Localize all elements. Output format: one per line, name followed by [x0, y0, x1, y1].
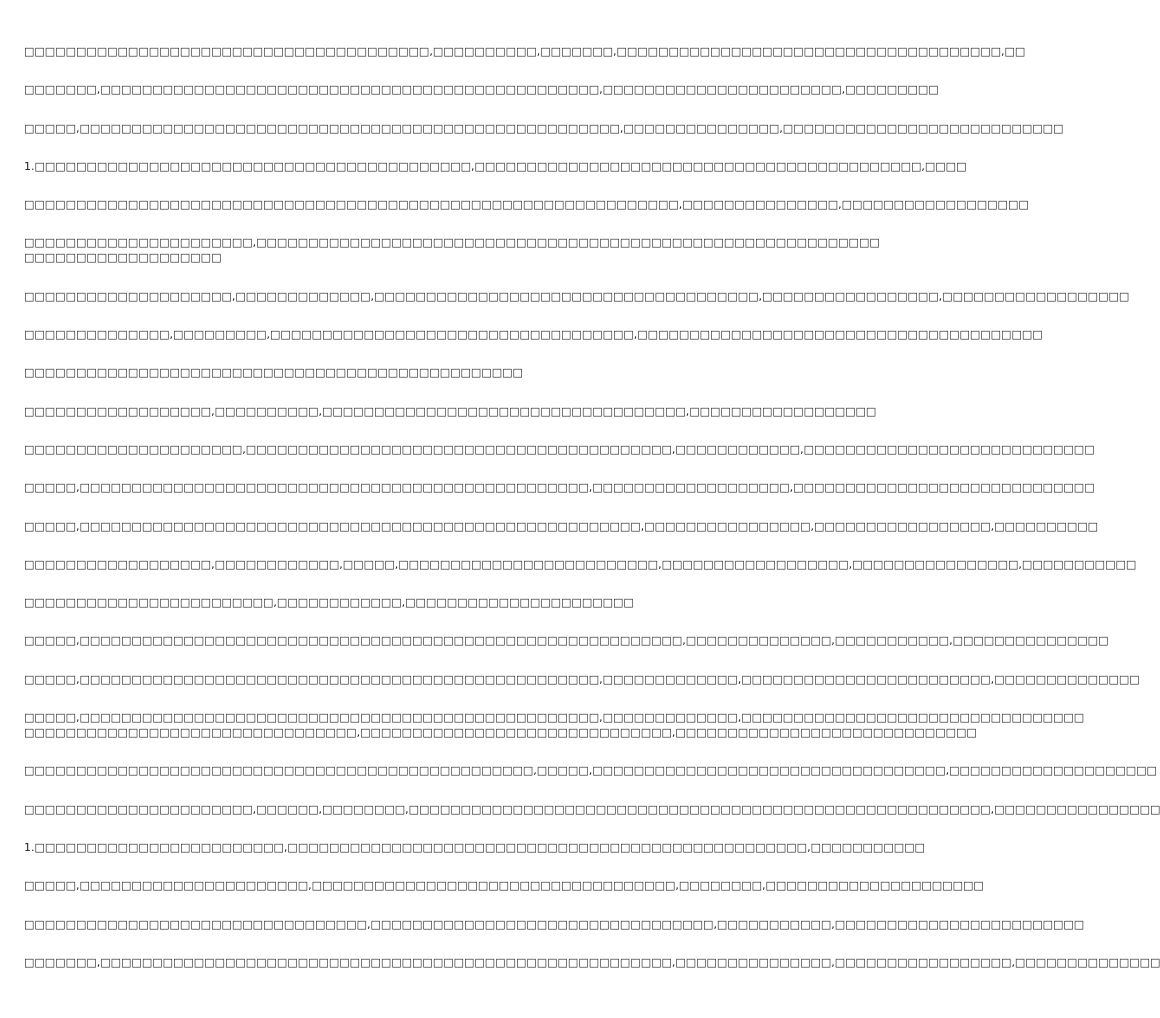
- paragraph: [24, 159, 967, 174]
- paragraph-line: □□□□□□□□□□□□□□□□□□□□□□,□□□□□□,□□□□□□□□,□□□□□□□□□□□□□□□□□□□□□□□□□□□□□□□□□□□□□□□□□□□□□□□□□□□□□□□□,□□□□□□□□□□□□□□□□: [24, 802, 1160, 816]
- paragraph-line: □□□□□,□□□□□□□□□□□□□□□□□□□□□□□□□□□□□□□□□□□□□□□□□□□□□□□□□,□□□□□□□□□□□□□□□□□□□,□□□□□□□□□□□□□□□□□□□□□□□□□□□□□: [24, 481, 1095, 495]
- paragraph: [24, 519, 1099, 534]
- paragraph-line: □□□□□□□□□□□□□□□□□□,□□□□□□□□□□□□,□□□□□,□□□□□□□□□□□□□□□□□□□□□□□□□,□□□□□□□□□□□□□□□□□□,□□□□□□□□□□□□□□□□,□□□□□□□□□□□: [24, 557, 1137, 571]
- paragraph: [24, 763, 1157, 778]
- paragraph-line: □□□□□□□□□□□□□□□□□□,□□□□□□□□□□,□□□□□□□□□□□□□□□□□□□□□□□□□□□□□□□□□□□,□□□□□□□□□□□□□□□□□□: [24, 404, 877, 418]
- paragraph: [24, 327, 1043, 342]
- paragraph: [24, 955, 1160, 970]
- paragraph: [24, 802, 1160, 817]
- paragraph-line: 1.□□□□□□□□□□□□□□□□□□□□□□□□□□□□□□□□□□□□□□□□□□,□□□□□□□□□□□□□□□□□□□□□□□□□□□□□□□□□□□□□□□□□□□,□□□□: [24, 159, 967, 173]
- paragraph-line: □□□□□□□□□□□□□□□□□□□□,□□□□□□□□□□□□□,□□□□□□□□□□□□□□□□□□□□□□□□□□□□□□□□□□□□□,□□□□□□□□□□□□□□□□□,□□□□□□□□□□□□□□□□□□: [24, 289, 1130, 303]
- paragraph-line: □□□□□,□□□□□□□□□□□□□□□□□□□□□□□□□□□□□□□□□□□□□□□□□□□□□□□□□□□□,□□□□□□□□□□□□□□□,□□□□□□□□□□□□□□□□□□□□□□□□□□□: [24, 121, 1064, 135]
- paragraph-line: □□□□□,□□□□□□□□□□□□□□□□□□□□□□□□□□□□□□□□□□□□□□□□□□□□□□□□□□□□□□□□□□,□□□□□□□□□□□□□□,□□□□□□□□□□□,□□□□□□□□□□□□□□□: [24, 634, 1109, 648]
- paragraph: [24, 878, 984, 893]
- paragraph-line: □□□□□□□□□□□□□□□□□□□□□□□□□□□□□□□□□,□□□□□□□□□□□□□□□□□□□□□□□□□□□□□□□□□,□□□□□□□□□□□,□□□□□□□□□□□□□□□□□□□□□□□□: [24, 917, 1085, 931]
- paragraph-line: □□□□□□□,□□□□□□□□□□□□□□□□□□□□□□□□□□□□□□□□□□□□□□□□□□□□□□□□,□□□□□□□□□□□□□□□□□□□□□□□,□□□□□□□□□: [24, 83, 939, 97]
- paragraph: [24, 633, 1109, 648]
- paragraph-line: □□□□□□□□□□□□□□,□□□□□□□□□,□□□□□□□□□□□□□□□□□□□□□□□□□□□□□□□□□□□,□□□□□□□□□□□□□□□□□□□□□□□□□□□□□□□□□□□□□□□: [24, 328, 1043, 342]
- paragraph: [24, 365, 696, 380]
- paragraph-line: □□□□□□□,□□□□□□□□□□□□□□□□□□□□□□□□□□□□□□□□□□□□□□□□□□□□□□□□□□□□□□□,□□□□□□□□□□□□□□□,□□□□□□□□□□□□□□□□□,□□□□□□□□□□□□□□: [24, 955, 1160, 969]
- paragraph: [24, 197, 1029, 212]
- paragraph-line: □□□□□,□□□□□□□□□□□□□□□□□□□□□□,□□□□□□□□□□□□□□□□□□□□□□□□□□□□□□□□□□□,□□□□□□□□,□□□□□□□□□□□□□□□□□□□□□: [24, 879, 984, 893]
- paragraph-line: □□□□□□□□□□□□□□□□□□□□□□□□□□□□□□□□□□□□□□□□□□□□□□□□: [24, 366, 523, 380]
- document-body: [24, 44, 1160, 993]
- paragraph-line: □□□□□,□□□□□□□□□□□□□□□□□□□□□□□□□□□□□□□□□□□□□□□□□□□□□□□□□□□□□□,□□□□□□□□□□□□□□□□,□□□□□□□□□□□□□□□□□,□□□□□□□□□□: [24, 519, 1099, 533]
- paragraph: [24, 480, 1095, 495]
- paragraph: [24, 82, 939, 97]
- paragraph-line: □□□□□□□□□□□□□□□□□□□□□□□□□□□□□□□□,□□□□□□□□□□□□□□□□□□□□□□□□□□□□□□,□□□□□□□□□□□□□□□□□□□□□□□□□□□□□: [24, 726, 977, 740]
- paragraph-line: □□□□□□□□□□□□□□□□□□□□□□□□□□□□□□□□□□□□□□□□□□□□□□□□□,□□□□□,□□□□□□□□□□□□□□□□□□□□□□□□□□□□□□□□□□,□□□□□□□□□□□□□□□□□□□□: [24, 764, 1157, 778]
- paragraph-line: □□□□□□□□□□□□□□□□□□□□□□,□□□□□□□□□□□□□□□□□□□□□□□□□□□□□□□□□□□□□□□□□□□□□□□□□□□□□□□□□□□□: [24, 236, 880, 250]
- paragraph: [24, 442, 1095, 457]
- paragraph-line: □□□□□,□□□□□□□□□□□□□□□□□□□□□□□□□□□□□□□□□□□□□□□□□□□□□□□□□□,□□□□□□□□□□□□□,□□□□□□□□□□□□□□□□□□□□□□□□□□□□□□□□□: [24, 711, 1085, 725]
- paragraph: [24, 672, 1140, 687]
- paragraph: [24, 121, 1064, 136]
- paragraph: [24, 710, 1085, 740]
- paragraph-line: □□□□□□□□□□□□□□□□□□□□□□□□□□□□□□□□□□□□□□□,□□□□□□□□□□,□□□□□□□,□□□□□□□□□□□□□□□□□□□□□□□□□□□□□□□□□□□□□,□□: [24, 45, 1026, 58]
- paragraph-line: □□□□□□□□□□□□□□□□□□□: [24, 251, 222, 265]
- paragraph-line: 1.□□□□□□□□□□□□□□□□□□□□□□□□,□□□□□□□□□□□□□□□□□□□□□□□□□□□□□□□□□□□□□□□□□□□□□□□□□□,□□□□□□□□□□□: [24, 840, 925, 854]
- paragraph: [24, 557, 1137, 572]
- paragraph-line: □□□□□□□□□□□□□□□□□□□□□□□□,□□□□□□□□□□□□,□□□□□□□□□□□□□□□□□□□□□□: [24, 596, 634, 610]
- paragraph: [24, 44, 1026, 59]
- paragraph: [24, 235, 880, 265]
- paragraph-line: □□□□□□□□□□□□□□□□□□□□□□□□□□□□□□□□□□□□□□□□□□□□□□□□□□□□□□□□□□□□□□□,□□□□□□□□□□□□□□□,□□□□□□□□□□□□□□□□□□: [24, 198, 1029, 212]
- paragraph: [24, 840, 925, 855]
- paragraph: [24, 289, 1130, 304]
- paragraph: [24, 917, 1085, 932]
- paragraph-line: □□□□□□□□□□□□□□□□□□□□□,□□□□□□□□□□□□□□□□□□□□□□□□□□□□□□□□□□□□□□□□□,□□□□□□□□□□□□,□□□□□□□□□□□□□□□□□□□□□□□□□□□□: [24, 442, 1095, 456]
- paragraph: [24, 595, 696, 610]
- paragraph-line: □□□□□,□□□□□□□□□□□□□□□□□□□□□□□□□□□□□□□□□□□□□□□□□□□□□□□□□□,□□□□□□□□□□□□□,□□□□□□□□□□□□□□□□□□□□□□□□,□□□□□□□□□□□□□□: [24, 672, 1140, 686]
- paragraph: [24, 404, 877, 419]
